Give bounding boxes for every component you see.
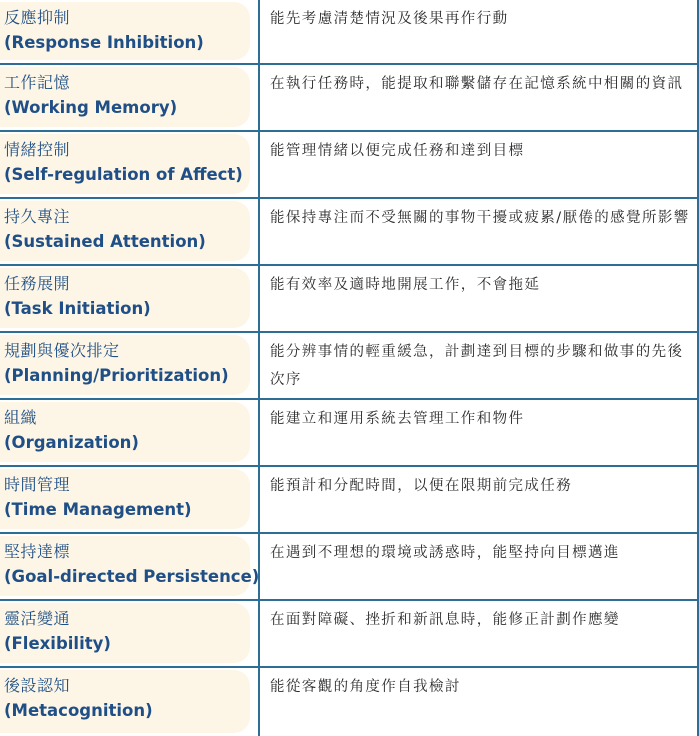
term-cell xyxy=(0,333,260,398)
description-cell xyxy=(260,266,697,331)
term-english: (Organization) xyxy=(4,433,139,452)
term-cell xyxy=(0,266,260,331)
table-row xyxy=(0,668,697,736)
table-row xyxy=(0,0,697,65)
description-cell xyxy=(260,467,697,532)
term-chinese: 反應抑制 xyxy=(4,8,71,27)
description-cell xyxy=(260,65,697,130)
description-cell xyxy=(260,333,697,398)
table-row xyxy=(0,467,697,534)
term-english: (Sustained Attention) xyxy=(4,232,206,251)
description-cell xyxy=(260,199,697,264)
description-cell xyxy=(260,0,697,63)
description-text: 能管理情緒以便完成任務和達到目標 xyxy=(270,143,525,159)
term-label xyxy=(4,539,259,589)
term-english: (Task Initiation) xyxy=(4,299,151,318)
term-english: (Time Management) xyxy=(4,500,192,519)
term-english: (Working Memory) xyxy=(4,98,178,117)
description-text: 在執行任務時，能提取和聯繫儲存在記憶系統中相關的資訊 xyxy=(270,76,684,92)
term-label xyxy=(4,673,153,723)
table-row xyxy=(0,266,697,333)
table-row xyxy=(0,534,697,601)
table-row xyxy=(0,400,697,467)
term-label xyxy=(4,338,229,388)
term-cell xyxy=(0,534,260,599)
term-english: (Metacognition) xyxy=(4,701,153,720)
term-cell xyxy=(0,668,260,736)
description-cell xyxy=(260,601,697,666)
description-text: 能建立和運用系統去管理工作和物件 xyxy=(270,411,525,427)
term-chinese: 任務展開 xyxy=(4,274,71,293)
term-chinese: 規劃與優次排定 xyxy=(4,341,120,360)
term-english: (Goal-directed Persistence) xyxy=(4,567,260,586)
description-text: 能保持專注而不受無關的事物干擾或疲累/厭倦的感覺所影響 xyxy=(270,210,690,226)
description-cell xyxy=(260,668,697,736)
term-chinese: 後設認知 xyxy=(4,676,71,695)
description-text: 在面對障礙、挫折和新訊息時，能修正計劃作應變 xyxy=(270,612,620,628)
term-cell xyxy=(0,400,260,465)
term-chinese: 組織 xyxy=(4,408,38,427)
table-row xyxy=(0,65,697,132)
term-cell xyxy=(0,132,260,197)
term-cell xyxy=(0,601,260,666)
description-text: 能分辨事情的輕重緩急，計劃達到目標的步驟和做事的先後次序 xyxy=(270,344,684,388)
term-chinese: 情緒控制 xyxy=(4,140,71,159)
description-cell xyxy=(260,132,697,197)
term-cell xyxy=(0,467,260,532)
term-english: (Flexibility) xyxy=(4,634,111,653)
term-chinese: 時間管理 xyxy=(4,475,71,494)
term-label xyxy=(4,137,243,187)
term-cell xyxy=(0,0,260,63)
term-english: (Self-regulation of Affect) xyxy=(4,165,243,184)
term-chinese: 工作記憶 xyxy=(4,73,71,92)
table-row xyxy=(0,132,697,199)
term-label xyxy=(4,405,139,455)
term-label xyxy=(4,606,111,656)
description-text: 能從客觀的角度作自我檢討 xyxy=(270,679,461,695)
term-chinese: 堅持達標 xyxy=(4,542,71,561)
term-chinese: 持久專注 xyxy=(4,207,71,226)
description-cell xyxy=(260,400,697,465)
table-row xyxy=(0,199,697,266)
term-label xyxy=(4,70,177,120)
description-text: 能預計和分配時間，以便在限期前完成任務 xyxy=(270,478,573,494)
table-row xyxy=(0,601,697,668)
description-cell xyxy=(260,534,697,599)
term-english: (Planning/Prioritization) xyxy=(4,366,229,385)
term-label xyxy=(4,271,151,321)
term-cell xyxy=(0,199,260,264)
term-cell xyxy=(0,65,260,130)
description-text: 能先考慮清楚情況及後果再作行動 xyxy=(270,11,509,27)
term-label xyxy=(4,5,204,55)
table-row xyxy=(0,333,697,400)
term-english: (Response Inhibition) xyxy=(4,33,204,52)
term-label xyxy=(4,472,192,522)
description-text: 能有效率及適時地開展工作，不會拖延 xyxy=(270,277,541,293)
description-text: 在遇到不理想的環境或誘惑時，能堅持向目標邁進 xyxy=(270,545,620,561)
term-chinese: 靈活變通 xyxy=(4,609,71,628)
term-label xyxy=(4,204,206,254)
